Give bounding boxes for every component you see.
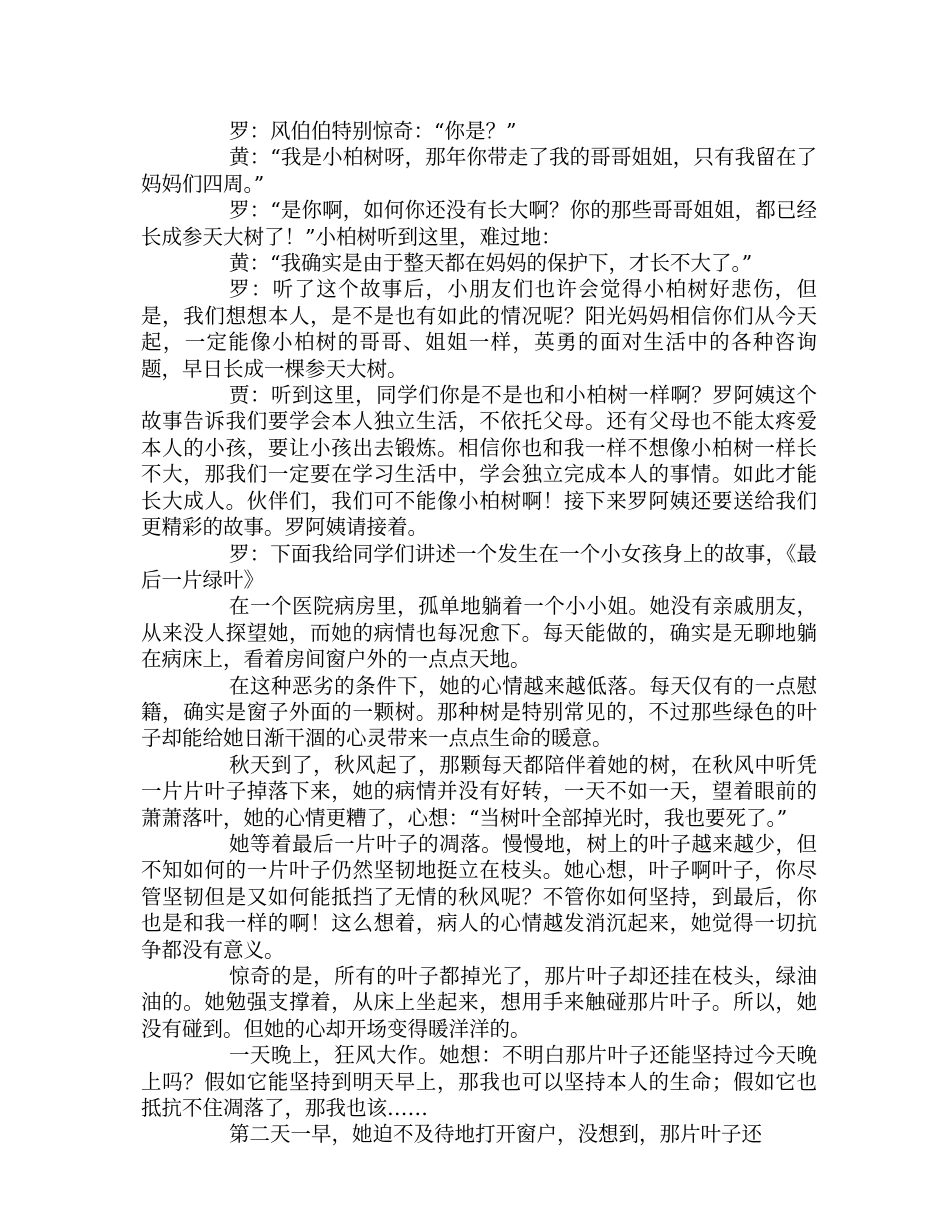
paragraph: 黄：“我是小柏树呀，那年你带走了我的哥哥姐姐，只有我留在了妈妈们四周。”: [141, 145, 817, 196]
paragraph: 第二天一早，她迫不及待地打开窗户，没想到，那片叶子还: [229, 1122, 762, 1147]
document-body: [141, 118, 817, 1148]
paragraph: 罗：下面我给同学们讲述一个发生在一个小女孩身上的故事，《最后一片绿叶》: [141, 541, 817, 592]
paragraph: 贾：听到这里，同学们你是不是也和小柏树一样啊？罗阿姨这个故事告诉我们要学会本人独立生活，不依托父母。还有父母也不能太疼爱本人的小孩，要让小孩出去锻炼。相信你也和我一样不想像小柏树一样长不大，那我们一定要在学习生活中，学会独立完成本人的事情。如此才能长大成人。伙伴们，我们可不能像小柏树啊！接下来罗阿姨还要送给我们更精彩的故事。罗阿姨请接着。: [141, 383, 817, 540]
paragraph: 罗：听了这个故事后，小朋友们也许会觉得小柏树好悲伤，但是，我们想想本人，是不是也有如此的情况呢？阳光妈妈相信你们从今天起，一定能像小柏树的哥哥、姐姐一样，英勇的面对生活中的各种咨询题，早日长成一棵参天大树。: [141, 277, 817, 381]
paragraph: 罗：“是你啊，如何你还没有长大啊？你的那些哥哥姐姐，都已经长成参天大树了！”小柏树听到这里，难过地：: [141, 198, 817, 249]
paragraph: 在这种恶劣的条件下，她的心情越来越低落。每天仅有的一点慰籍，确实是窗子外面的一颗树。那种树是特别常见的，不过那些绿色的叶子却能给她日渐干涸的心灵带来一点点生命的暖意。: [141, 673, 817, 751]
paragraph: 秋天到了，秋风起了，那颗每天都陪伴着她的树，在秋风中听凭一片片叶子掉落下来，她的病情并没有好转，一天不如一天，望着眼前的萧萧落叶，她的心情更糟了，心想：“当树叶全部掉光时，我也要死了。”: [141, 752, 817, 830]
paragraph: 罗：风伯伯特别惊奇：“你是？”: [229, 119, 517, 143]
paragraph: 在一个医院病房里，孤单地躺着一个小小姐。她没有亲戚朋友，从来没人探望她，而她的病情也每况愈下。每天能做的，确实是无聊地躺在病床上，看着房间窗户外的一点点天地。: [141, 594, 817, 672]
paragraph: 她等着最后一片叶子的凋落。慢慢地，树上的叶子越来越少，但不知如何的一片叶子仍然坚韧地挺立在枝头。她心想，叶子啊叶子，你尽管坚韧但是又如何能抵挡了无情的秋风呢？不管你如何坚持，到最后，你也是和我一样的啊！这么想着，病人的心情越发消沉起来，她觉得一切抗争都没有意义。: [141, 831, 817, 962]
paragraph: 惊奇的是，所有的叶子都掉光了，那片叶子却还挂在枝头，绿油油的。她勉强支撑着，从床上坐起来，想用手来触碰那片叶子。所以，她没有碰到。但她的心却开场变得暖洋洋的。: [141, 964, 817, 1041]
paragraph: 一天晚上，狂风大作。她想：不明白那片叶子还能坚持过今天晚上吗？假如它能坚持到明天早上，那我也可以坚持本人的生命；假如它也抵抗不住凋落了，那我也该……: [141, 1043, 817, 1121]
paragraph: 黄：“我确实是由于整天都在妈妈的保护下，才长不大了。”: [229, 251, 753, 276]
